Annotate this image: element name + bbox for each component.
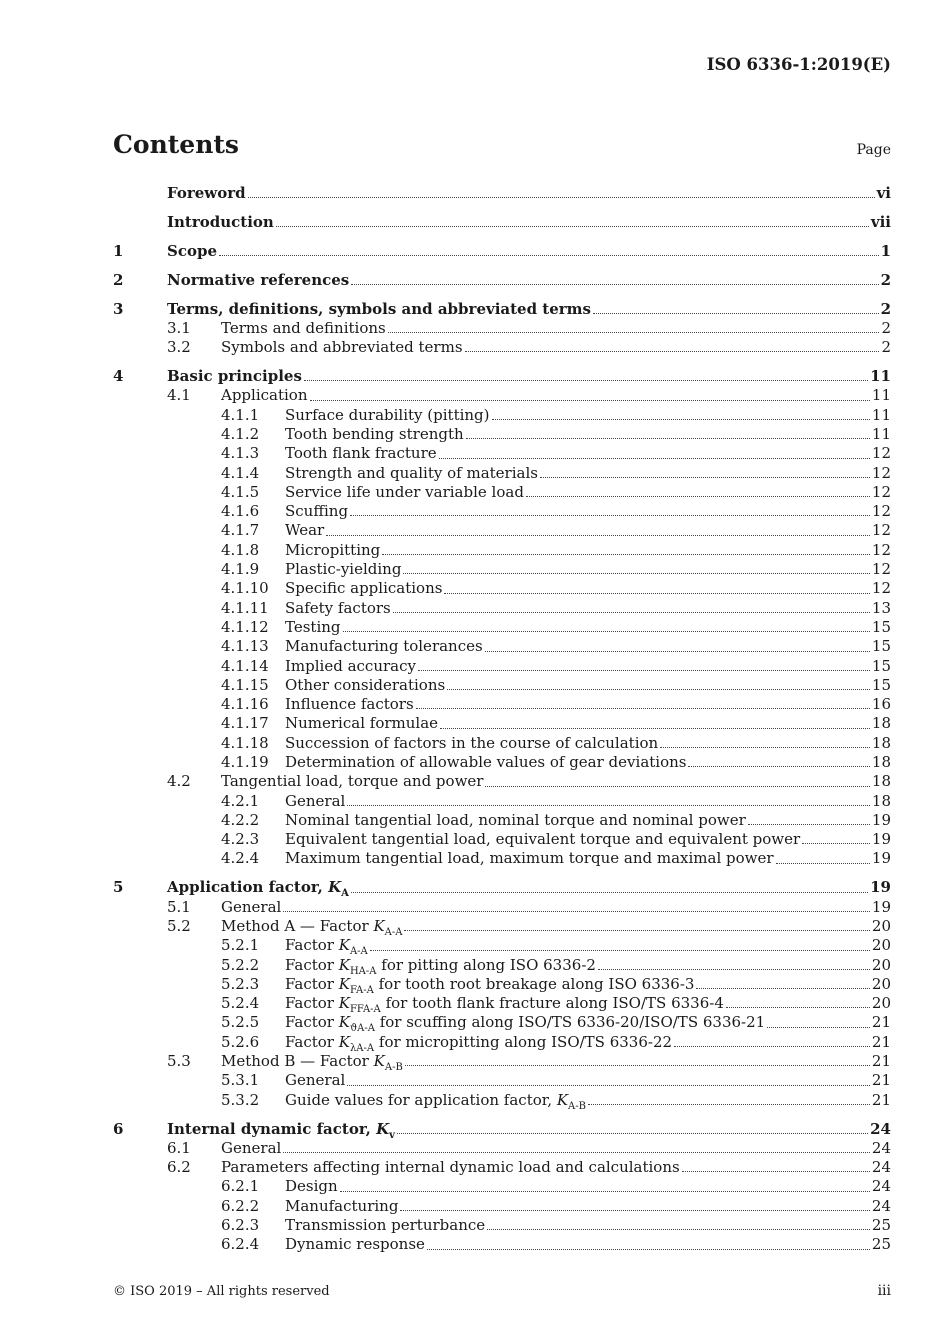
symbol-subscript: v	[389, 1129, 395, 1141]
dot-leader	[276, 225, 869, 227]
toc-entry-page: 12	[871, 482, 891, 501]
toc-entry[interactable]	[113, 1158, 891, 1177]
toc-entry-number: 4.2.3	[221, 830, 260, 849]
symbol: K	[338, 974, 350, 993]
toc-entry-number: 4.1.15	[221, 675, 269, 694]
toc-entry-number: 4.1.6	[221, 502, 260, 521]
dot-leader	[397, 1132, 868, 1134]
toc-entry-page: vii	[870, 212, 891, 231]
toc-entry-page: 15	[871, 675, 891, 694]
toc-entry-number: 4.1.2	[221, 424, 260, 443]
toc-entry-number: 2	[113, 270, 124, 289]
toc-entry-title: Strength and quality of materials	[285, 463, 538, 482]
symbol: K	[338, 1013, 350, 1032]
toc-entry[interactable]	[113, 560, 891, 579]
toc-entry-title: Implied accuracy	[285, 656, 416, 675]
toc-entry-page: 1	[880, 241, 891, 260]
toc-entry[interactable]	[113, 695, 891, 714]
toc-entry-page: 19	[871, 810, 891, 829]
toc-entry-number: 5.1	[167, 897, 191, 916]
toc-entry-number: 4.2.2	[221, 810, 260, 829]
toc-entry-title: Factor $K_{FA-A}$ for tooth root breakage along ISO 6336-3	[285, 974, 695, 996]
toc-entry[interactable]	[113, 300, 891, 319]
toc-entry-title: Basic principles	[167, 367, 302, 386]
dot-leader	[400, 1209, 869, 1211]
toc-entry-number: 4.1.18	[221, 733, 269, 752]
dot-leader	[416, 707, 870, 709]
toc-entry-title-rest: for pitting along ISO 6336-2	[376, 955, 596, 974]
toc-entry-page: 12	[871, 463, 891, 482]
toc-entry-title: Micropitting	[285, 540, 381, 559]
dot-leader	[283, 1151, 870, 1153]
dot-leader	[682, 1170, 870, 1172]
toc-entry-page: 20	[871, 994, 891, 1013]
toc-entry[interactable]	[113, 753, 891, 772]
dot-leader	[492, 418, 870, 420]
toc-entry-page: 24	[871, 1138, 891, 1157]
toc-entry-number: 4.1.19	[221, 752, 269, 771]
toc-entry[interactable]	[113, 734, 891, 753]
toc-entry-page: 18	[871, 714, 891, 733]
symbol: K	[338, 936, 350, 955]
toc-entry-number: 5.2.2	[221, 955, 260, 974]
dot-leader	[466, 437, 870, 439]
symbol-subscript: A-A	[384, 926, 403, 938]
toc-entry-number: 4.1.3	[221, 444, 260, 463]
toc-entry-number: 4.1.4	[221, 463, 260, 482]
toc-entry-number: 4.2.1	[221, 791, 260, 810]
toc-entry[interactable]	[113, 406, 891, 425]
dot-leader	[660, 746, 870, 748]
toc-entry-page: 18	[871, 772, 891, 791]
toc-entry-page: 13	[871, 598, 891, 617]
toc-entry-title-rest: for scuffing along ISO/TS 6336-20/ISO/TS 6336-21	[374, 1013, 766, 1032]
dot-leader	[351, 891, 868, 893]
symbol-subscript: A-B	[568, 1100, 586, 1112]
toc-entry-number: 6.2.2	[221, 1196, 260, 1215]
symbol: K	[328, 878, 342, 897]
toc-entry-number: 4.1.8	[221, 540, 260, 559]
toc-entry-number: 5.3.1	[221, 1071, 260, 1090]
dot-leader	[588, 1103, 870, 1105]
toc-entry-title: Manufacturing tolerances	[285, 637, 483, 656]
toc-entry-title: Other considerations	[285, 675, 446, 694]
toc-entry-title: Terms and definitions	[221, 318, 386, 337]
toc-entry[interactable]	[113, 444, 891, 463]
toc-entry-title: Dynamic response	[285, 1235, 425, 1254]
toc-entry[interactable]	[113, 830, 891, 849]
toc-entry-title: Transmission perturbance	[285, 1216, 486, 1234]
toc-entry-title-rest: for micropitting along ISO/TS 6336-22	[374, 1032, 673, 1051]
dot-leader	[748, 823, 870, 825]
toc-entry-page: 15	[871, 656, 891, 675]
dot-leader	[350, 514, 870, 516]
toc-entry-page: 18	[871, 791, 891, 810]
symbol: K	[338, 955, 350, 974]
toc-entry-title: Factor $K_{HA-A}$ for pitting along ISO 6336-2	[285, 955, 596, 977]
dot-leader	[403, 572, 869, 574]
toc-entry[interactable]	[113, 956, 891, 975]
symbol: K	[376, 1119, 390, 1138]
dot-leader	[248, 196, 875, 198]
dot-leader	[283, 910, 870, 912]
toc-entry-title: Method A — Factor $K_{A-A}$	[221, 916, 403, 938]
toc-entry-title: Influence factors	[285, 695, 414, 714]
toc-entry-page: 24	[871, 1158, 891, 1177]
symbol-subscript: HA-A	[349, 965, 377, 977]
toc-entry[interactable]	[113, 898, 891, 917]
toc-entry-title: Tooth bending strength	[285, 424, 464, 443]
toc-entry-number: 4.1.9	[221, 560, 260, 579]
toc-entry[interactable]	[113, 618, 891, 637]
page-number: iii	[877, 1283, 891, 1299]
toc-entry[interactable]	[113, 792, 891, 811]
toc-entry-page: 11	[871, 386, 891, 405]
toc-entry-page: 2	[881, 318, 891, 337]
toc-entry-number: 6.2.1	[221, 1177, 260, 1196]
dot-leader	[776, 862, 870, 864]
toc-entry-number: 5.2.4	[221, 994, 260, 1013]
toc-entry-number: 4.1.17	[221, 714, 269, 733]
symbol-subscript: A	[341, 888, 349, 900]
table-of-contents	[113, 184, 891, 1255]
toc-entry[interactable]	[113, 1235, 891, 1254]
dot-leader	[326, 534, 870, 536]
toc-entry-page: 19	[871, 830, 891, 849]
toc-entry[interactable]	[113, 917, 891, 936]
dot-leader	[370, 949, 870, 951]
toc-entry-page: 24	[871, 1196, 891, 1215]
symbol: K	[338, 994, 350, 1013]
toc-entry-title: Parameters affecting internal dynamic load and calculations	[221, 1158, 680, 1177]
toc-entry-number: 4	[113, 367, 124, 386]
toc-entry-title: Scuffing	[285, 502, 349, 521]
toc-entry-title: Scope	[167, 241, 218, 260]
toc-entry-title: Normative references	[167, 270, 350, 289]
dot-leader	[347, 804, 870, 806]
toc-entry-page: 2	[881, 338, 891, 357]
dot-leader	[487, 1228, 870, 1230]
toc-entry[interactable]	[113, 811, 891, 830]
toc-entry-page: 11	[870, 367, 891, 386]
toc-entry[interactable]	[113, 425, 891, 444]
toc-entry[interactable]	[113, 483, 891, 502]
toc-entry-number: 4.1.5	[221, 482, 260, 501]
toc-entry-page: 25	[871, 1216, 891, 1234]
toc-entry-title: Factor $K_{A-A}$	[285, 936, 368, 958]
dot-leader	[674, 1045, 870, 1047]
toc-entry-number: 4.1.14	[221, 656, 269, 675]
toc-entry-page: 12	[871, 521, 891, 540]
toc-entry-title: Service life under variable load	[285, 482, 524, 501]
toc-entry[interactable]	[113, 772, 891, 791]
toc-entry[interactable]	[113, 975, 891, 994]
toc-entry-number: 4.1	[167, 386, 191, 405]
toc-entry-page: 12	[871, 444, 891, 463]
dot-leader	[688, 765, 869, 767]
toc-entry-title: Foreword	[167, 184, 246, 202]
toc-entry[interactable]	[113, 271, 891, 290]
toc-entry[interactable]	[113, 599, 891, 618]
toc-entry[interactable]	[113, 579, 891, 598]
toc-entry-title: Wear	[285, 521, 325, 540]
toc-entry[interactable]	[113, 521, 891, 540]
toc-entry-number: 5.3	[167, 1052, 191, 1071]
document-id: ISO 6336-1:2019(E)	[706, 55, 891, 74]
toc-entry-page: 18	[871, 733, 891, 752]
toc-entry[interactable]	[113, 1052, 891, 1074]
toc-entry-number: 6.2.3	[221, 1216, 260, 1234]
toc-entry-number: 3.1	[167, 318, 191, 337]
toc-entry-page: 21	[871, 1032, 891, 1051]
toc-entry[interactable]	[113, 994, 891, 1016]
dot-leader	[343, 630, 870, 632]
toc-entry-page: 20	[871, 955, 891, 974]
toc-entry-title: General	[221, 1138, 282, 1157]
symbol-subscript: ϑA-A	[349, 1023, 375, 1035]
symbol-subscript: λA-A	[349, 1042, 375, 1054]
toc-entry-title: Application factor, $K_A$	[167, 878, 349, 900]
toc-entry-number: 1	[113, 241, 124, 260]
dot-leader	[347, 1084, 870, 1086]
toc-entry-number: 4.1.11	[221, 598, 269, 617]
dot-leader	[485, 785, 869, 787]
dot-leader	[696, 987, 869, 989]
toc-entry[interactable]	[113, 1071, 891, 1090]
toc-entry-title: Specific applications	[285, 579, 443, 598]
toc-entry-page: 20	[871, 974, 891, 993]
toc-entry-title: Application	[221, 386, 308, 405]
toc-entry-page: 15	[871, 617, 891, 636]
dot-leader	[405, 1064, 870, 1066]
toc-entry[interactable]	[113, 184, 891, 203]
toc-entry-number: 6.2	[167, 1158, 191, 1177]
toc-entry-number: 5.2.1	[221, 936, 260, 955]
dot-leader	[802, 842, 870, 844]
toc-entry[interactable]	[113, 1033, 891, 1052]
toc-entry-title: Nominal tangential load, nominal torque and nominal power	[285, 810, 746, 829]
toc-entry-number: 4.1.10	[221, 579, 269, 598]
symbol-subscript: FA-A	[349, 984, 374, 996]
toc-entry-page: 12	[871, 502, 891, 521]
toc-entry-page: 11	[871, 405, 891, 424]
toc-entry-page: 18	[871, 752, 891, 771]
symbol: K	[373, 916, 385, 935]
dot-leader	[485, 650, 870, 652]
dot-leader	[444, 592, 869, 594]
toc-entry[interactable]	[113, 502, 891, 521]
toc-entry[interactable]	[113, 1177, 891, 1196]
dot-leader	[404, 929, 869, 931]
dot-leader	[726, 1006, 870, 1008]
toc-entry-number: 5	[113, 878, 124, 897]
toc-entry-page: 19	[871, 849, 891, 868]
toc-entry-number: 4.1.16	[221, 695, 269, 714]
toc-entry-page: vi	[876, 184, 891, 202]
symbol: K	[556, 1090, 569, 1109]
toc-entry-title: Succession of factors in the course of calculation	[285, 733, 659, 752]
toc-entry[interactable]	[113, 464, 891, 483]
toc-entry[interactable]	[113, 213, 891, 232]
dot-leader	[598, 968, 870, 970]
dot-leader	[540, 476, 870, 478]
dot-leader	[526, 495, 870, 497]
toc-entry-page: 24	[870, 1119, 891, 1138]
dot-leader	[388, 331, 880, 333]
toc-entry-page: 24	[871, 1177, 891, 1196]
toc-entry[interactable]	[113, 1197, 891, 1216]
toc-entry[interactable]	[113, 714, 891, 733]
toc-entry[interactable]	[113, 1139, 891, 1158]
dot-leader	[767, 1026, 870, 1028]
toc-entry-page: 20	[871, 936, 891, 955]
toc-entry[interactable]	[113, 367, 891, 386]
toc-entry-number: 5.2.3	[221, 974, 260, 993]
toc-entry-page: 19	[870, 878, 891, 897]
toc-entry-title: Equivalent tangential load, equivalent torque and equivalent power	[285, 830, 801, 849]
toc-entry-title: Maximum tangential load, maximum torque and maximal power	[285, 849, 774, 868]
toc-entry-number: 5.2.6	[221, 1032, 260, 1051]
toc-entry-title: Factor $K_{\lambda A-A}$ for micropitting along ISO/TS 6336-22	[285, 1032, 673, 1054]
symbol: K	[338, 1032, 350, 1051]
toc-entry-number: 4.2	[167, 772, 191, 791]
toc-entry-title: General	[285, 791, 346, 810]
toc-entry-page: 21	[871, 1071, 891, 1090]
symbol: K	[373, 1052, 385, 1071]
toc-entry[interactable]	[113, 657, 891, 676]
toc-entry[interactable]	[113, 1120, 891, 1139]
toc-entry-title-rest: for tooth flank fracture along ISO/TS 6336-4	[380, 994, 724, 1013]
toc-entry-title: Tooth flank fracture	[285, 444, 437, 463]
toc-entry-number: 6.1	[167, 1138, 191, 1157]
toc-entry-page: 2	[880, 270, 891, 289]
toc-entry-page: 21	[871, 1052, 891, 1071]
toc-entry-page: 25	[871, 1235, 891, 1254]
toc-entry-title: Factor $K_{ϑA-A}$ for scuffing along ISO/TS 6336-20/ISO/TS 6336-21	[285, 1013, 766, 1035]
dot-leader	[382, 553, 870, 555]
toc-entry-number: 4.1.7	[221, 521, 260, 540]
toc-entry-number: 4.1.12	[221, 617, 269, 636]
toc-entry-number: 5.3.2	[221, 1090, 260, 1109]
toc-entry-title: Plastic-yielding	[285, 560, 402, 579]
dot-leader	[219, 254, 879, 256]
toc-entry[interactable]	[113, 338, 891, 357]
toc-entry-title: Factor $K_{FFA-A}$ for tooth flank fracture along ISO/TS 6336-4	[285, 994, 724, 1016]
dot-leader	[440, 727, 870, 729]
toc-entry-title: Introduction	[167, 212, 274, 231]
toc-entry-title: Symbols and abbreviated terms	[221, 338, 463, 357]
toc-entry[interactable]	[113, 1216, 891, 1235]
toc-entry[interactable]	[113, 849, 891, 868]
toc-entry-number: 5.2.5	[221, 1013, 260, 1032]
symbol-subscript: A-A	[349, 946, 368, 958]
toc-entry-page: 12	[871, 579, 891, 598]
toc-entry[interactable]	[113, 1013, 891, 1035]
dot-leader	[465, 350, 880, 352]
toc-entry-page: 2	[880, 299, 891, 318]
toc-entry-page: 15	[871, 637, 891, 656]
toc-entry-page: 21	[871, 1013, 891, 1032]
toc-entry[interactable]	[113, 936, 891, 958]
dot-leader	[427, 1248, 870, 1250]
toc-entry-title: Method B — Factor $K_{A-B}$	[221, 1052, 403, 1074]
dot-leader	[351, 283, 878, 285]
toc-entry-page: 21	[871, 1090, 891, 1109]
dot-leader	[340, 1190, 870, 1192]
toc-entry-number: 6	[113, 1119, 124, 1138]
toc-entry-title: Determination of allowable values of gear deviations	[285, 752, 687, 771]
page-title: Contents	[113, 130, 240, 159]
dot-leader	[447, 688, 870, 690]
toc-entry-number: 6.2.4	[221, 1235, 260, 1254]
toc-entry[interactable]	[113, 676, 891, 695]
toc-entry-page: 11	[871, 424, 891, 443]
toc-entry-title: Design	[285, 1177, 338, 1196]
toc-entry-title: General	[221, 897, 282, 916]
page-column-label: Page	[856, 142, 891, 158]
toc-entry-title: Manufacturing	[285, 1196, 399, 1215]
toc-entry-page: 12	[871, 560, 891, 579]
dot-leader	[304, 379, 868, 381]
toc-entry[interactable]	[113, 1091, 891, 1110]
toc-entry[interactable]	[113, 878, 891, 900]
toc-entry-title: Numerical formulae	[285, 714, 439, 733]
toc-entry[interactable]	[113, 541, 891, 560]
toc-entry-title: Internal dynamic factor, $K_v$	[167, 1119, 395, 1141]
toc-entry-title: Testing	[285, 617, 341, 636]
toc-entry[interactable]	[113, 386, 891, 405]
toc-entry-page: 16	[871, 695, 891, 714]
toc-entry-title: General	[285, 1071, 346, 1090]
toc-entry[interactable]	[113, 242, 891, 261]
toc-entry-number: 3.2	[167, 338, 191, 357]
toc-entry-page: 12	[871, 540, 891, 559]
toc-entry-title: Safety factors	[285, 598, 391, 617]
toc-entry-title: Tangential load, torque and power	[221, 772, 484, 791]
toc-entry-number: 4.1.1	[221, 405, 260, 424]
toc-entry[interactable]	[113, 319, 891, 338]
dot-leader	[310, 399, 870, 401]
toc-entry-page: 19	[871, 897, 891, 916]
toc-entry-page: 20	[871, 916, 891, 935]
dot-leader	[418, 669, 870, 671]
toc-entry-number: 3	[113, 299, 124, 318]
toc-entry-title: Terms, definitions, symbols and abbreviated terms	[167, 299, 591, 318]
toc-entry-title: Surface durability (pitting)	[285, 405, 490, 424]
symbol-subscript: FFA-A	[349, 1004, 381, 1016]
toc-entry[interactable]	[113, 637, 891, 656]
dot-leader	[593, 312, 879, 314]
toc-entry-number: 4.2.4	[221, 849, 260, 868]
copyright-notice: © ISO 2019 – All rights reserved	[113, 1284, 330, 1299]
toc-entry-number: 5.2	[167, 916, 191, 935]
symbol-subscript: A-B	[384, 1062, 403, 1074]
dot-leader	[439, 457, 870, 459]
toc-entry-title-rest: for tooth root breakage along ISO 6336-3	[373, 974, 695, 993]
toc-entry-number: 4.1.13	[221, 637, 269, 656]
dot-leader	[393, 611, 870, 613]
toc-entry-title: Guide values for application factor, $K_{A-B}$	[285, 1090, 586, 1112]
